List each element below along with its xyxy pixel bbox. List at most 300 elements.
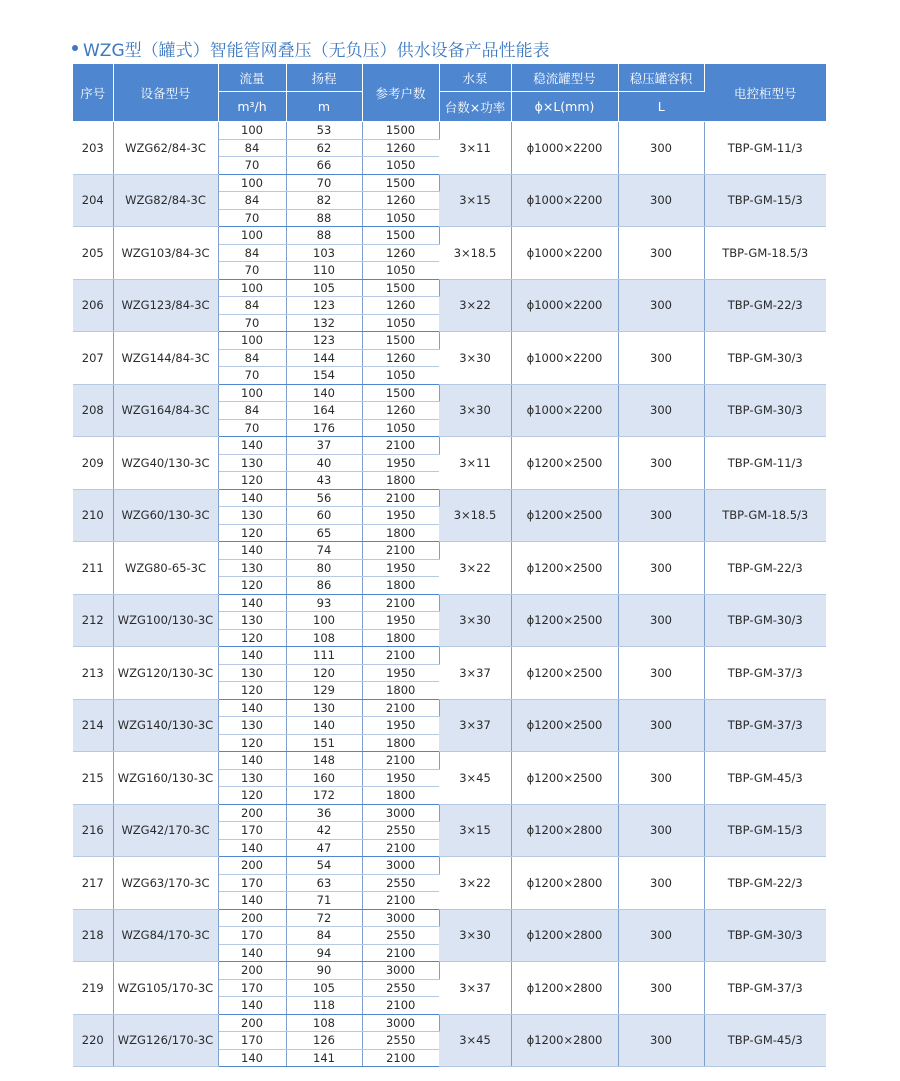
cell-vol: 300 — [618, 279, 704, 332]
header-tank-sub: ϕ×L(mm) — [511, 92, 618, 122]
cell-cabinet: TBP-GM-37/3 — [704, 962, 826, 1015]
cell-households: 1050 — [362, 314, 439, 332]
cell-tank: ϕ1000×2200 — [511, 332, 618, 385]
cell-head: 36 — [286, 804, 362, 822]
cell-tank: ϕ1200×2500 — [511, 699, 618, 752]
cell-head: 123 — [286, 297, 362, 315]
cell-cabinet: TBP-GM-15/3 — [704, 174, 826, 227]
cell-cabinet: TBP-GM-30/3 — [704, 332, 826, 385]
cell-head: 71 — [286, 892, 362, 910]
cell-model: WZG63/170-3C — [113, 857, 218, 910]
table-row — [73, 962, 826, 980]
cell-vol: 300 — [618, 699, 704, 752]
cell-model: WZG82/84-3C — [113, 174, 218, 227]
cell-head: 84 — [286, 927, 362, 945]
cell-flow: 170 — [218, 979, 286, 997]
table-row — [73, 752, 826, 770]
cell-pump: 3×37 — [439, 647, 511, 700]
cell-head: 172 — [286, 787, 362, 805]
cell-households: 2550 — [362, 979, 439, 997]
cell-flow: 140 — [218, 892, 286, 910]
cell-tank: ϕ1200×2500 — [511, 647, 618, 700]
table-header — [73, 64, 826, 122]
cell-tank: ϕ1200×2500 — [511, 752, 618, 805]
cell-head: 40 — [286, 454, 362, 472]
cell-model: WZG144/84-3C — [113, 332, 218, 385]
cell-pump: 3×45 — [439, 752, 511, 805]
cell-households: 2100 — [362, 752, 439, 770]
cell-head: 74 — [286, 542, 362, 560]
cell-seq: 216 — [73, 804, 113, 857]
cell-tank: ϕ1200×2500 — [511, 437, 618, 490]
cell-flow: 100 — [218, 174, 286, 192]
cell-head: 144 — [286, 349, 362, 367]
cell-households: 1800 — [362, 524, 439, 542]
cell-head: 42 — [286, 822, 362, 840]
cell-flow: 130 — [218, 664, 286, 682]
performance-table — [73, 64, 826, 1067]
cell-households: 2100 — [362, 839, 439, 857]
table-row — [73, 279, 826, 297]
cell-flow: 200 — [218, 804, 286, 822]
cell-tank: ϕ1000×2200 — [511, 384, 618, 437]
cell-head: 60 — [286, 507, 362, 525]
table-row — [73, 437, 826, 455]
cell-households: 1800 — [362, 472, 439, 490]
cell-flow: 84 — [218, 402, 286, 420]
cell-cabinet: TBP-GM-45/3 — [704, 752, 826, 805]
header-vol: 稳压罐容积 — [618, 64, 704, 92]
cell-households: 1950 — [362, 454, 439, 472]
table-row — [73, 647, 826, 665]
cell-cabinet: TBP-GM-15/3 — [704, 804, 826, 857]
cell-households: 1800 — [362, 682, 439, 700]
header-pump: 水泵 — [439, 64, 511, 92]
bullet-dot-icon — [72, 45, 78, 51]
cell-flow: 130 — [218, 612, 286, 630]
cell-tank: ϕ1200×2800 — [511, 962, 618, 1015]
cell-flow: 130 — [218, 507, 286, 525]
cell-households: 1050 — [362, 157, 439, 175]
cell-head: 62 — [286, 139, 362, 157]
model-group — [73, 437, 826, 490]
cell-head: 132 — [286, 314, 362, 332]
cell-flow: 130 — [218, 769, 286, 787]
cell-households: 1800 — [362, 787, 439, 805]
header-households: 参考户数 — [362, 64, 439, 122]
cell-cabinet: TBP-GM-30/3 — [704, 594, 826, 647]
cell-head: 65 — [286, 524, 362, 542]
cell-vol: 300 — [618, 594, 704, 647]
cell-households: 2100 — [362, 647, 439, 665]
header-flow: 流量 — [218, 64, 286, 92]
cell-households: 3000 — [362, 962, 439, 980]
cell-flow: 130 — [218, 454, 286, 472]
cell-seq: 213 — [73, 647, 113, 700]
table-row — [73, 542, 826, 560]
cell-head: 56 — [286, 489, 362, 507]
cell-vol: 300 — [618, 489, 704, 542]
cell-households: 1500 — [362, 122, 439, 140]
cell-flow: 120 — [218, 682, 286, 700]
cell-households: 1950 — [362, 612, 439, 630]
cell-tank: ϕ1000×2200 — [511, 279, 618, 332]
cell-tank: ϕ1200×2800 — [511, 1014, 618, 1067]
cell-seq: 214 — [73, 699, 113, 752]
header-model: 设备型号 — [113, 64, 218, 122]
model-group — [73, 594, 826, 647]
cell-cabinet: TBP-GM-22/3 — [704, 279, 826, 332]
cell-pump: 3×37 — [439, 962, 511, 1015]
cell-flow: 70 — [218, 367, 286, 385]
cell-flow: 140 — [218, 594, 286, 612]
cell-seq: 208 — [73, 384, 113, 437]
cell-head: 90 — [286, 962, 362, 980]
cell-model: WZG164/84-3C — [113, 384, 218, 437]
cell-flow: 140 — [218, 699, 286, 717]
cell-head: 120 — [286, 664, 362, 682]
cell-flow: 140 — [218, 997, 286, 1015]
cell-households: 3000 — [362, 909, 439, 927]
model-group — [73, 279, 826, 332]
page-title-text: WZG型（罐式）智能管网叠压（无负压）供水设备产品性能表 — [83, 40, 550, 61]
cell-head: 129 — [286, 682, 362, 700]
cell-households: 2550 — [362, 874, 439, 892]
cell-head: 88 — [286, 227, 362, 245]
cell-flow: 120 — [218, 787, 286, 805]
cell-seq: 205 — [73, 227, 113, 280]
table-row — [73, 227, 826, 245]
cell-tank: ϕ1000×2200 — [511, 122, 618, 175]
cell-model: WZG80-65-3C — [113, 542, 218, 595]
cell-head: 47 — [286, 839, 362, 857]
cell-cabinet: TBP-GM-30/3 — [704, 384, 826, 437]
cell-households: 1950 — [362, 769, 439, 787]
cell-flow: 120 — [218, 524, 286, 542]
cell-flow: 140 — [218, 839, 286, 857]
cell-households: 2550 — [362, 822, 439, 840]
cell-head: 108 — [286, 1014, 362, 1032]
cell-seq: 210 — [73, 489, 113, 542]
model-group — [73, 542, 826, 595]
cell-households: 2550 — [362, 927, 439, 945]
cell-flow: 130 — [218, 717, 286, 735]
cell-households: 1050 — [362, 209, 439, 227]
cell-head: 151 — [286, 734, 362, 752]
table-row — [73, 384, 826, 402]
cell-cabinet: TBP-GM-22/3 — [704, 542, 826, 595]
cell-model: WZG120/130-3C — [113, 647, 218, 700]
cell-flow: 84 — [218, 244, 286, 262]
cell-model: WZG105/170-3C — [113, 962, 218, 1015]
cell-seq: 203 — [73, 122, 113, 175]
header-flow-unit: m³/h — [218, 92, 286, 122]
cell-head: 100 — [286, 612, 362, 630]
cell-flow: 140 — [218, 752, 286, 770]
cell-flow: 100 — [218, 332, 286, 350]
cell-pump: 3×15 — [439, 174, 511, 227]
cell-head: 66 — [286, 157, 362, 175]
cell-tank: ϕ1200×2500 — [511, 594, 618, 647]
cell-head: 93 — [286, 594, 362, 612]
cell-seq: 219 — [73, 962, 113, 1015]
cell-households: 1800 — [362, 629, 439, 647]
cell-head: 123 — [286, 332, 362, 350]
table-row — [73, 594, 826, 612]
header-head: 扬程 — [286, 64, 362, 92]
cell-flow: 84 — [218, 192, 286, 210]
cell-flow: 130 — [218, 559, 286, 577]
cell-model: WZG126/170-3C — [113, 1014, 218, 1067]
cell-head: 80 — [286, 559, 362, 577]
cell-flow: 100 — [218, 227, 286, 245]
cell-households: 1950 — [362, 559, 439, 577]
page-title — [72, 36, 550, 60]
cell-head: 118 — [286, 997, 362, 1015]
cell-pump: 3×22 — [439, 279, 511, 332]
cell-vol: 300 — [618, 542, 704, 595]
cell-households: 1050 — [362, 419, 439, 437]
cell-households: 1500 — [362, 227, 439, 245]
cell-cabinet: TBP-GM-11/3 — [704, 122, 826, 175]
cell-head: 176 — [286, 419, 362, 437]
cell-pump: 3×37 — [439, 699, 511, 752]
cell-households: 2550 — [362, 1032, 439, 1050]
cell-seq: 211 — [73, 542, 113, 595]
cell-model: WZG60/130-3C — [113, 489, 218, 542]
header-vol-sub: L — [618, 92, 704, 122]
cell-vol: 300 — [618, 909, 704, 962]
cell-tank: ϕ1200×2800 — [511, 857, 618, 910]
cell-pump: 3×30 — [439, 384, 511, 437]
cell-flow: 200 — [218, 962, 286, 980]
cell-cabinet: TBP-GM-11/3 — [704, 437, 826, 490]
cell-tank: ϕ1000×2200 — [511, 174, 618, 227]
model-group — [73, 752, 826, 805]
cell-model: WZG160/130-3C — [113, 752, 218, 805]
header-head-unit: m — [286, 92, 362, 122]
cell-households: 1260 — [362, 402, 439, 420]
cell-flow: 200 — [218, 1014, 286, 1032]
cell-head: 110 — [286, 262, 362, 280]
cell-cabinet: TBP-GM-30/3 — [704, 909, 826, 962]
cell-flow: 84 — [218, 297, 286, 315]
cell-head: 160 — [286, 769, 362, 787]
cell-households: 2100 — [362, 944, 439, 962]
table-row — [73, 857, 826, 875]
cell-pump: 3×30 — [439, 332, 511, 385]
table-row — [73, 332, 826, 350]
cell-vol: 300 — [618, 122, 704, 175]
cell-head: 141 — [286, 1049, 362, 1067]
model-group — [73, 857, 826, 910]
cell-head: 43 — [286, 472, 362, 490]
table-row — [73, 804, 826, 822]
cell-head: 103 — [286, 244, 362, 262]
cell-head: 126 — [286, 1032, 362, 1050]
cell-seq: 212 — [73, 594, 113, 647]
cell-flow: 70 — [218, 419, 286, 437]
cell-model: WZG123/84-3C — [113, 279, 218, 332]
cell-flow: 140 — [218, 489, 286, 507]
model-group — [73, 647, 826, 700]
cell-cabinet: TBP-GM-22/3 — [704, 857, 826, 910]
cell-pump: 3×22 — [439, 857, 511, 910]
cell-vol: 300 — [618, 1014, 704, 1067]
cell-head: 37 — [286, 437, 362, 455]
cell-seq: 207 — [73, 332, 113, 385]
cell-head: 148 — [286, 752, 362, 770]
cell-flow: 200 — [218, 909, 286, 927]
cell-head: 105 — [286, 279, 362, 297]
cell-vol: 300 — [618, 804, 704, 857]
cell-model: WZG84/170-3C — [113, 909, 218, 962]
cell-model: WZG62/84-3C — [113, 122, 218, 175]
cell-flow: 140 — [218, 542, 286, 560]
cell-flow: 170 — [218, 1032, 286, 1050]
cell-flow: 70 — [218, 262, 286, 280]
cell-tank: ϕ1200×2500 — [511, 489, 618, 542]
cell-pump: 3×18.5 — [439, 489, 511, 542]
cell-households: 1050 — [362, 367, 439, 385]
cell-vol: 300 — [618, 857, 704, 910]
cell-households: 2100 — [362, 892, 439, 910]
cell-vol: 300 — [618, 332, 704, 385]
cell-head: 154 — [286, 367, 362, 385]
cell-flow: 140 — [218, 1049, 286, 1067]
cell-cabinet: TBP-GM-37/3 — [704, 699, 826, 752]
cell-households: 1260 — [362, 244, 439, 262]
cell-model: WZG103/84-3C — [113, 227, 218, 280]
cell-seq: 218 — [73, 909, 113, 962]
header-pump-sub: 台数×功率 — [439, 92, 511, 122]
cell-pump: 3×18.5 — [439, 227, 511, 280]
table-row — [73, 174, 826, 192]
model-group — [73, 1014, 826, 1067]
cell-head: 111 — [286, 647, 362, 665]
cell-households: 3000 — [362, 857, 439, 875]
cell-households: 1800 — [362, 734, 439, 752]
cell-tank: ϕ1200×2800 — [511, 909, 618, 962]
cell-head: 130 — [286, 699, 362, 717]
cell-pump: 3×30 — [439, 594, 511, 647]
cell-flow: 200 — [218, 857, 286, 875]
table-row — [73, 489, 826, 507]
model-group — [73, 384, 826, 437]
cell-vol: 300 — [618, 647, 704, 700]
cell-households: 2100 — [362, 997, 439, 1015]
cell-seq: 206 — [73, 279, 113, 332]
model-group — [73, 962, 826, 1015]
cell-vol: 300 — [618, 437, 704, 490]
model-group — [73, 122, 826, 175]
cell-flow: 70 — [218, 314, 286, 332]
cell-tank: ϕ1200×2800 — [511, 804, 618, 857]
cell-households: 1950 — [362, 664, 439, 682]
cell-pump: 3×15 — [439, 804, 511, 857]
model-group — [73, 909, 826, 962]
cell-households: 1260 — [362, 297, 439, 315]
cell-seq: 204 — [73, 174, 113, 227]
cell-flow: 84 — [218, 139, 286, 157]
cell-flow: 70 — [218, 157, 286, 175]
cell-vol: 300 — [618, 174, 704, 227]
cell-pump: 3×11 — [439, 122, 511, 175]
header-seq: 序号 — [73, 64, 113, 122]
table-row — [73, 699, 826, 717]
cell-model: WZG100/130-3C — [113, 594, 218, 647]
cell-households: 3000 — [362, 1014, 439, 1032]
cell-flow: 100 — [218, 122, 286, 140]
cell-head: 70 — [286, 174, 362, 192]
cell-flow: 170 — [218, 927, 286, 945]
cell-seq: 215 — [73, 752, 113, 805]
cell-model: WZG140/130-3C — [113, 699, 218, 752]
cell-flow: 170 — [218, 822, 286, 840]
cell-head: 164 — [286, 402, 362, 420]
cell-households: 1800 — [362, 577, 439, 595]
model-group — [73, 227, 826, 280]
cell-flow: 170 — [218, 874, 286, 892]
cell-vol: 300 — [618, 384, 704, 437]
cell-model: WZG42/170-3C — [113, 804, 218, 857]
cell-flow: 120 — [218, 629, 286, 647]
model-group — [73, 804, 826, 857]
cell-households: 2100 — [362, 594, 439, 612]
cell-households: 1500 — [362, 332, 439, 350]
cell-pump: 3×22 — [439, 542, 511, 595]
cell-head: 88 — [286, 209, 362, 227]
cell-flow: 140 — [218, 647, 286, 665]
cell-flow: 120 — [218, 472, 286, 490]
cell-households: 2100 — [362, 489, 439, 507]
cell-households: 1260 — [362, 192, 439, 210]
cell-pump: 3×11 — [439, 437, 511, 490]
cell-households: 2100 — [362, 542, 439, 560]
cell-flow: 120 — [218, 577, 286, 595]
table-row — [73, 122, 826, 140]
cell-flow: 120 — [218, 734, 286, 752]
cell-households: 1950 — [362, 717, 439, 735]
cell-flow: 70 — [218, 209, 286, 227]
cell-head: 86 — [286, 577, 362, 595]
cell-tank: ϕ1200×2500 — [511, 542, 618, 595]
table-row — [73, 909, 826, 927]
cell-tank: ϕ1000×2200 — [511, 227, 618, 280]
model-group — [73, 489, 826, 542]
cell-seq: 220 — [73, 1014, 113, 1067]
cell-cabinet: TBP-GM-37/3 — [704, 647, 826, 700]
header-tank: 稳流罐型号 — [511, 64, 618, 92]
model-group — [73, 699, 826, 752]
table-row — [73, 1014, 826, 1032]
cell-pump: 3×30 — [439, 909, 511, 962]
cell-households: 3000 — [362, 804, 439, 822]
cell-households: 1950 — [362, 507, 439, 525]
cell-flow: 140 — [218, 944, 286, 962]
model-group — [73, 332, 826, 385]
cell-head: 63 — [286, 874, 362, 892]
cell-head: 140 — [286, 717, 362, 735]
cell-vol: 300 — [618, 962, 704, 1015]
cell-households: 1500 — [362, 174, 439, 192]
cell-cabinet: TBP-GM-18.5/3 — [704, 227, 826, 280]
cell-cabinet: TBP-GM-18.5/3 — [704, 489, 826, 542]
cell-head: 108 — [286, 629, 362, 647]
cell-vol: 300 — [618, 227, 704, 280]
model-group — [73, 174, 826, 227]
cell-households: 2100 — [362, 699, 439, 717]
